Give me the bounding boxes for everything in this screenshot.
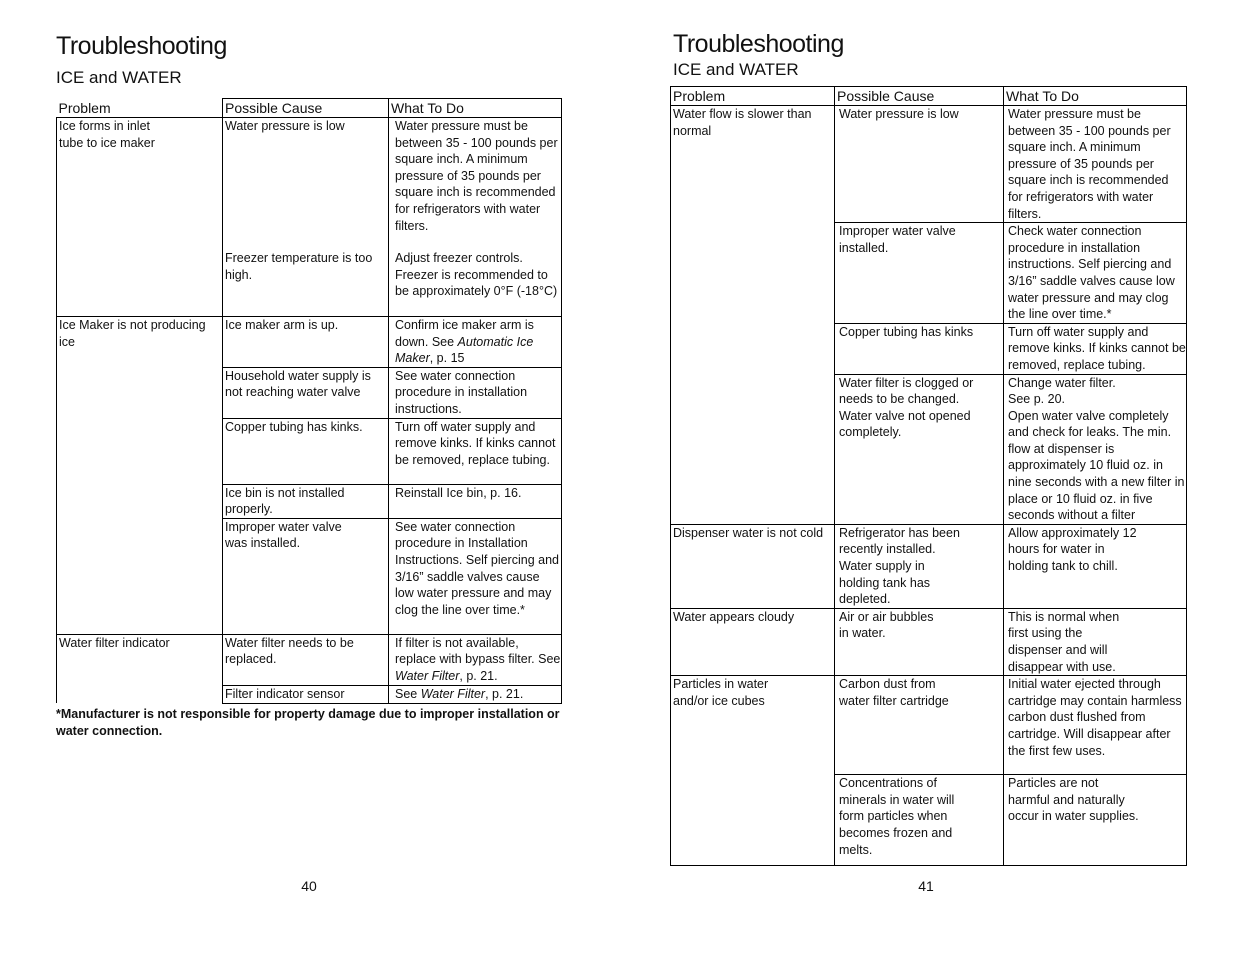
action-cell: This is normal when first using the dispenser and will disappear with use. (1004, 608, 1187, 675)
section-subtitle: ICE and WATER (673, 60, 799, 79)
action-cell: Initial water ejected through cartridge may contain harmless carbon dust flushed from cartridge. Will disappear after the first few uses. (1004, 676, 1187, 775)
page-number: 41 (918, 878, 934, 894)
table-header-row (57, 99, 562, 118)
action-text: , p. 21. (459, 668, 498, 683)
problem-cell: Ice forms in inlet tube to ice maker (57, 118, 223, 317)
cause-cell: Improper water valve was installed. (223, 518, 389, 634)
cause-cell: Water pressure is low (223, 118, 389, 251)
cause-cell: Copper tubing has kinks (835, 323, 1004, 374)
cause-cell: Household water supply is not reaching water valve (223, 367, 389, 418)
action-cell: Change water filter. See p. 20. (1004, 374, 1187, 408)
table-row (671, 608, 1187, 675)
action-cell: Water pressure must be between 35 - 100 pounds per square inch. A minimum pressure of 35 pounds per square inch is recommended for refrigerators with water filters. (389, 118, 562, 251)
cause-cell: Ice maker arm is up. (223, 317, 389, 368)
cause-cell: Copper tubing has kinks. (223, 418, 389, 484)
page-number: 40 (301, 878, 317, 894)
table-row (57, 317, 562, 368)
action-cell: Turn off water supply and remove kinks. If kinks cannot be removed, replace tubing. (389, 418, 562, 484)
cause-cell: Carbon dust from water filter cartridge (835, 676, 1004, 775)
problem-cell: Water appears cloudy (671, 608, 835, 675)
cause-cell: Ice bin is not installed properly. (223, 484, 389, 518)
manual-reference: Automatic Ice Maker (395, 334, 534, 366)
cause-cell: Freezer temperature is too high. (223, 250, 389, 317)
action-cell: Reinstall Ice bin, p. 16. (389, 484, 562, 518)
action-text: , p. 15 (429, 351, 465, 366)
cause-cell: Water valve not opened completely. (835, 408, 1004, 525)
problem-cell: Water flow is slower than normal (673, 107, 812, 138)
action-cell (389, 317, 562, 368)
action-text: , p. 21. (485, 686, 524, 701)
column-header-problem: Problem (57, 99, 223, 118)
footnote: *Manufacturer is not responsible for property damage due to improper installation or water connection. (56, 707, 560, 738)
manual-reference: Water Filter (395, 668, 460, 683)
column-header-action: What To Do (389, 99, 562, 118)
table-header-row (671, 87, 1187, 106)
action-text: Confirm ice maker arm is down. See (395, 318, 534, 349)
page-title: Troubleshooting (56, 32, 227, 60)
cause-cell: Water pressure is low (835, 106, 1004, 223)
action-cell: Water pressure must be between 35 - 100 pounds per square inch. A minimum pressure of 35 pounds per square inch is recommended for refrigerators with water filters. (1004, 106, 1187, 223)
manual-reference: Water Filter (420, 686, 486, 701)
action-cell: See water connection procedure in Installation Instructions. Self piercing and 3/16” saddle valves cause low water pressure and may clog the line over time.* (389, 518, 562, 634)
column-header-cause: Possible Cause (223, 99, 389, 118)
cause-cell: Refrigerator has been recently installed. Water supply in holding tank has depleted. (835, 524, 1004, 608)
cause-cell: Concentrations of minerals in water will form particles when becomes frozen and melts. (835, 775, 1004, 866)
table-row (671, 524, 1187, 608)
action-text: See (395, 686, 421, 701)
action-cell: Open water valve completely and check for leaks. The min. flow at dispenser is approximately 10 fluid oz. in nine seconds with a new filter in place or 10 fluid oz. in five seconds without a filter (1004, 408, 1187, 525)
cause-cell: Water filter is clogged or needs to be changed. (835, 374, 1004, 408)
action-cell: Check water connection procedure in installation instructions. Self piercing and 3/16” saddle valves cause low water pressure and may clog the line over time.* (1004, 223, 1187, 324)
cause-cell: Improper water valve installed. (835, 223, 1004, 324)
action-cell: Allow approximately 12 hours for water in holding tank to chill. (1004, 524, 1187, 608)
troubleshooting-table (670, 86, 1187, 866)
problem-cell: Particles in water and/or ice cubes (671, 676, 835, 866)
column-header-cause: Possible Cause (835, 87, 1004, 106)
problem-cell: Dispenser water is not cold (671, 524, 835, 608)
table-row (671, 676, 1187, 775)
action-cell: Adjust freezer controls. Freezer is recommended to be approximately 0°F (-18°C) (389, 250, 562, 317)
column-header-problem: Problem (671, 87, 835, 106)
cause-cell: Filter indicator sensor (223, 685, 389, 703)
section-subtitle: ICE and WATER (56, 68, 182, 87)
table-row (57, 118, 562, 251)
action-cell (389, 685, 562, 703)
problem-cell: Water filter indicator (57, 634, 223, 703)
action-cell: See water connection procedure in installation instructions. (389, 367, 562, 418)
troubleshooting-table (56, 98, 562, 704)
cause-cell: Water filter needs to be replaced. (223, 634, 389, 685)
column-header-action: What To Do (1004, 87, 1187, 106)
cause-cell: Air or air bubbles in water. (835, 608, 1004, 675)
table-row (671, 106, 1187, 223)
action-text: If filter is not available, replace with bypass filter. See (395, 635, 561, 667)
action-cell: Particles are not harmful and naturally occur in water supplies. (1004, 775, 1187, 866)
table-row (57, 634, 562, 685)
page-title: Troubleshooting (673, 30, 844, 58)
problem-cell: Ice Maker is not producing ice (57, 317, 223, 635)
action-cell: Turn off water supply and remove kinks. If kinks cannot be removed, replace tubing. (1004, 323, 1187, 374)
action-cell (389, 634, 562, 685)
